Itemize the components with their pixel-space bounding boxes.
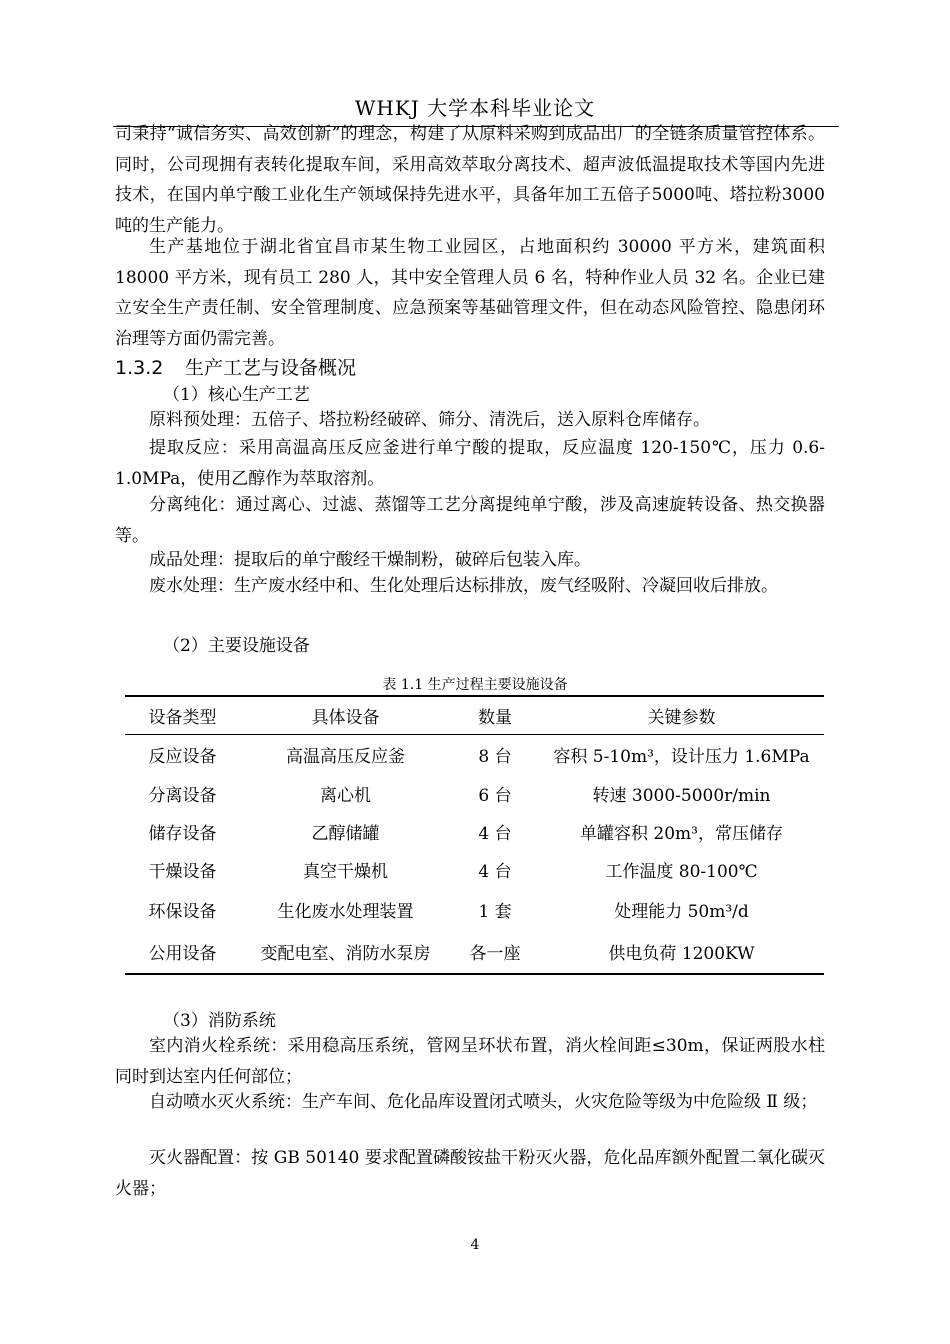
process-step: 成品处理：提取后的单宁酸经干燥制粉，破碎后包装入库。 [149,550,591,570]
table-row [125,812,824,850]
table-cell: 离心机 [320,785,371,806]
table-cell: 转速 3000-5000r/min [592,785,771,806]
fire-item: 自动喷水灭火系统：生产车间、危化品库设置闭式喷头，火灾危险等级为中危险级 Ⅱ 级； [149,1092,818,1112]
table-cell: 供电负荷 1200KW [608,944,755,964]
table-cell: 储存设备 [148,823,217,844]
fire-item: 灭火器配置：按 GB 50140 要求配置磷酸铵盐干粉灭火器，危化品库额外配置二氧化碳灭火器； [115,1148,825,1199]
page-header: WHKJ 大学本科毕业论文 [354,96,596,120]
table-cell: 真空干燥机 [303,861,388,882]
table-cell: 分离设备 [148,785,217,806]
table-row [125,888,824,930]
process-step: 提取反应：采用高温高压反应釜进行单宁酸的提取，反应温度 120-150℃，压力 0.6-1.0MPa，使用乙醇作为萃取溶剂。 [115,438,825,489]
section-title: 生产工艺与设备概况 [185,357,357,379]
column-header: 具体设备 [311,707,380,728]
table-cell: 单罐容积 20m³，常压储存 [580,823,783,844]
table-cell: 工作温度 80-100℃ [605,861,758,882]
table-cell: 1 套 [478,901,512,922]
table-row [125,850,824,888]
table-cell: 变配电室、消防水泵房 [260,944,431,964]
page-number: 4 [470,1237,480,1253]
process-step: 废水处理：生产废水经中和、生化处理后达标排放，废气经吸附、冷凝回收后排放。 [149,576,778,596]
equipment-subtitle: （2）主要设施设备 [163,636,310,656]
column-header: 关键参数 [647,707,716,728]
table-cell: 干燥设备 [148,861,217,882]
fire-item: 室内消火栓系统：采用稳高压系统，管网呈环状布置，消火栓间距≤30m，保证两股水柱同时到达室内任何部位； [115,1036,825,1087]
column-header: 数量 [478,707,512,728]
intro-paragraph-1: 司秉持“诚信务实、高效创新”的理念，构建了从原料采购到成品出厂的全链条质量管控体系。同时，公司现拥有表转化提取车间，采用高效萃取分离技术、超声波低温提取技术等国内先进技术，在国内单宁酸工业化生产领域保持先进水平，具备年加工五倍子5000吨、塔拉粉3000吨的生产能力。 [115,124,825,236]
process-subtitle: （1）核心生产工艺 [163,385,310,405]
table-cell: 高温高压反应釜 [286,746,405,767]
process-step: 原料预处理：五倍子、塔拉粉经破碎、筛分、清洗后，送入原料仓库储存。 [149,410,710,430]
table-caption: 表 1.1 生产过程主要设施设备 [382,677,568,693]
table-cell: 生化废水处理装置 [277,901,414,922]
table-cell: 4 台 [478,823,512,844]
fire-subtitle: （3）消防系统 [163,1011,276,1031]
table-cell: 容积 5-10m³，设计压力 1.6MPa [553,746,810,767]
table-cell: 反应设备 [148,746,217,767]
table-cell: 乙醇储罐 [311,823,380,844]
section-number: 1.3.2 [115,357,164,379]
table-cell: 各一座 [469,944,521,964]
table-cell: 8 台 [478,746,512,767]
table-cell: 6 台 [478,785,512,806]
table-cell: 处理能力 50m³/d [614,901,749,922]
table-row [125,774,824,812]
process-step: 分离纯化：通过离心、过滤、蒸馏等工艺分离提纯单宁酸，涉及高速旋转设备、热交换器等。 [115,495,825,546]
intro-paragraph-2: 生产基地位于湖北省宜昌市某生物工业园区，占地面积约 30000 平方米，建筑面积 18000 平方米，现有员工 280 人，其中安全管理人员 6 名，特种作业人员 32 名。企业已建立安全生产责任制、安全管理制度、应急预案等基础管理文件，但在动态风险管控、隐患闭环治理等方面仍需完善。 [115,237,825,349]
table-cell: 环保设备 [148,901,217,922]
table-header-row [125,696,824,734]
table-cell: 4 台 [478,861,512,882]
column-header: 设备类型 [148,707,217,728]
table-row [125,734,824,774]
equipment-table [125,695,824,975]
section-heading [115,353,356,380]
table-row [125,930,824,974]
table-cell: 公用设备 [148,944,217,964]
